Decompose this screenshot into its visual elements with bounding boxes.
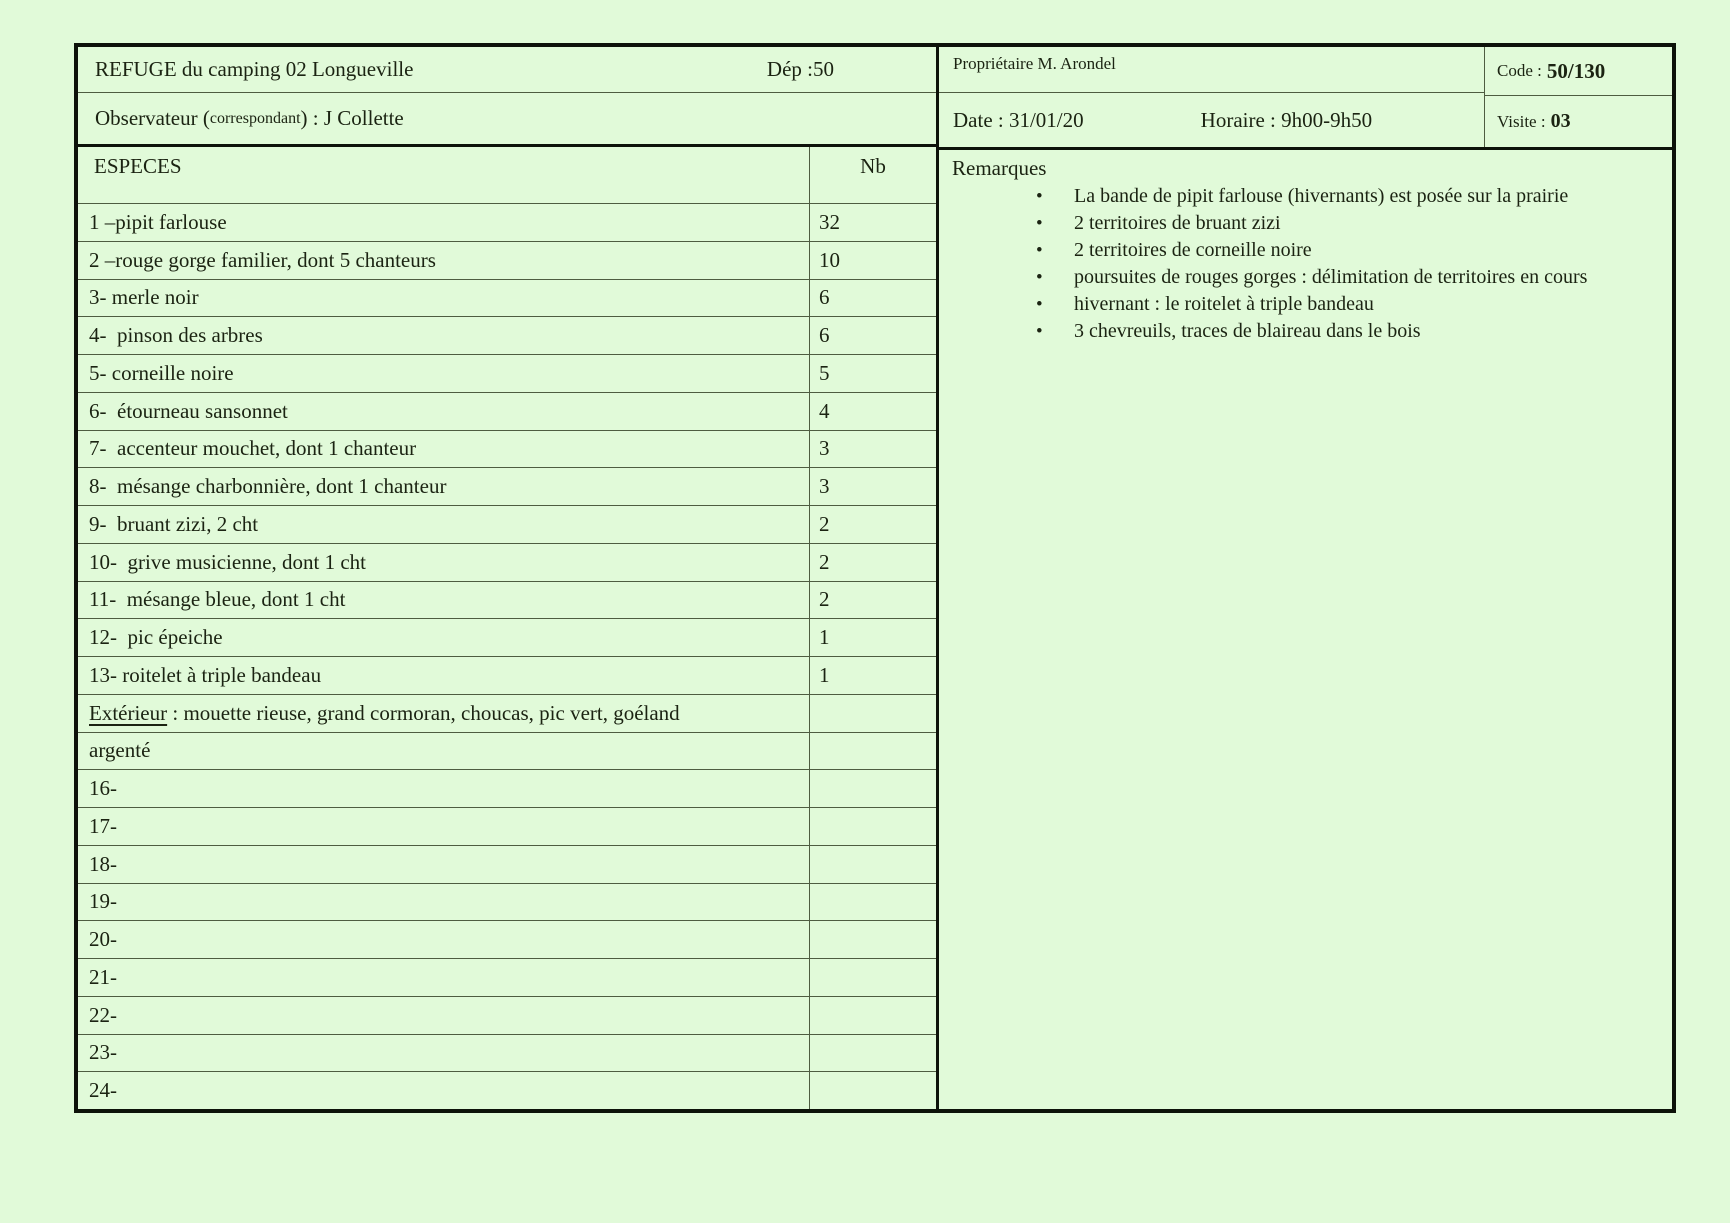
- observer-name: ) : J Collette: [300, 106, 404, 130]
- remark-text: 2 territoires de corneille noire: [1074, 239, 1312, 261]
- date-row: [939, 93, 1484, 147]
- species-row: [78, 468, 936, 506]
- species-row: [78, 997, 936, 1035]
- species-count: 6: [819, 323, 830, 348]
- bullet-icon: •: [1036, 186, 1043, 207]
- species-label-underlined: Extérieur: [89, 700, 168, 725]
- species-label-cell: [78, 506, 810, 543]
- species-label: 2 –rouge gorge familier, dont 5 chanteurs: [89, 247, 436, 272]
- species-row: [78, 280, 936, 318]
- species-label-cell: [78, 657, 810, 694]
- species-row: [78, 431, 936, 469]
- remarks-section: [939, 150, 1672, 1109]
- species-count-cell: [810, 242, 936, 279]
- departement-label: Dép :50: [766, 57, 834, 81]
- code-box: [1484, 47, 1672, 147]
- species-row: [78, 921, 936, 959]
- species-label: 10- grive musicienne, dont 1 cht: [89, 549, 367, 574]
- species-count-cell: [810, 695, 936, 732]
- species-count-cell: [810, 619, 936, 656]
- species-count-cell: [810, 1072, 936, 1109]
- bullet-icon: •: [1036, 213, 1043, 234]
- species-row: [78, 770, 936, 808]
- species-count: 2: [819, 511, 830, 536]
- species-label-cell: [78, 204, 810, 241]
- species-row: [78, 619, 936, 657]
- species-count-cell: [810, 468, 936, 505]
- species-row: [78, 544, 936, 582]
- species-count-cell: [810, 846, 936, 883]
- species-label: 5- corneille noire: [89, 360, 234, 385]
- species-row: [78, 846, 936, 884]
- remark-item: [952, 210, 1662, 237]
- species-label-cell: [78, 582, 810, 619]
- species-label: 22-: [89, 1002, 117, 1027]
- species-count-cell: [810, 770, 936, 807]
- species-label: 13- roitelet à triple bandeau: [89, 662, 322, 687]
- remark-text: hivernant : le roitelet à triple bandeau: [1074, 293, 1374, 315]
- code-value: 50/130: [1546, 58, 1606, 83]
- remark-item: [952, 237, 1662, 264]
- species-row: [78, 1072, 936, 1109]
- remark-item: [952, 318, 1662, 345]
- owner-date-block: [939, 47, 1484, 147]
- remark-text: 2 territoires de bruant zizi: [1074, 212, 1281, 234]
- observer-prefix: Observateur (: [95, 106, 210, 130]
- visite-row: [1485, 96, 1672, 147]
- species-row: [78, 204, 936, 242]
- bullet-icon: •: [1036, 240, 1043, 261]
- species-row: [78, 808, 936, 846]
- species-label: 8- mésange charbonnière, dont 1 chanteur: [89, 474, 447, 499]
- remark-item: [952, 264, 1662, 291]
- species-label: argenté: [89, 738, 151, 763]
- species-label-cell: [78, 770, 810, 807]
- species-count: 3: [819, 436, 830, 461]
- species-label-cell: [78, 884, 810, 921]
- right-header: [939, 47, 1672, 150]
- species-count-cell: [810, 733, 936, 770]
- species-label: : mouette rieuse, grand cormoran, choucas, pic vert, goéland: [167, 700, 680, 725]
- remark-text: La bande de pipit farlouse (hivernants) est posée sur la prairie: [1074, 185, 1569, 207]
- species-label: 21-: [89, 964, 117, 989]
- species-label-cell: [78, 544, 810, 581]
- species-count: 10: [819, 247, 840, 272]
- species-count-cell: [810, 393, 936, 430]
- species-count-cell: [810, 808, 936, 845]
- species-label: 24-: [89, 1078, 117, 1103]
- species-table: [78, 147, 936, 1109]
- species-label: 7- accenteur mouchet, dont 1 chanteur: [89, 436, 417, 461]
- species-row: [78, 695, 936, 733]
- species-label: 19-: [89, 889, 117, 914]
- code-label: Code :: [1497, 61, 1542, 80]
- species-count: 5: [819, 360, 830, 385]
- remark-item: [952, 183, 1662, 210]
- proprietaire-label: Propriétaire M. Arondel: [939, 47, 1484, 93]
- species-label: 12- pic épeiche: [89, 625, 223, 650]
- species-label-cell: [78, 317, 810, 354]
- species-row: [78, 355, 936, 393]
- remarks-title: Remarques: [952, 156, 1047, 180]
- species-label: 3- merle noir: [89, 285, 199, 310]
- species-label-cell: [78, 921, 810, 958]
- species-count: 4: [819, 398, 830, 423]
- species-count-cell: [810, 997, 936, 1034]
- species-label-cell: [78, 959, 810, 996]
- column-header-especes: ESPECES: [78, 147, 810, 203]
- visite-value: 03: [1550, 110, 1571, 132]
- species-label-cell: [78, 393, 810, 430]
- bullet-icon: •: [1036, 294, 1043, 315]
- species-count-cell: [810, 921, 936, 958]
- species-row: [78, 1035, 936, 1073]
- species-label: 18-: [89, 851, 117, 876]
- visite-label: Visite :: [1497, 111, 1546, 131]
- refuge-header-row: [78, 47, 936, 93]
- species-label: 1 –pipit farlouse: [89, 209, 227, 234]
- species-count-cell: [810, 317, 936, 354]
- species-label-cell: [78, 1035, 810, 1072]
- observation-form: [74, 43, 1676, 1113]
- species-count: 2: [819, 587, 830, 612]
- species-count-cell: [810, 431, 936, 468]
- species-rows: [78, 204, 936, 1109]
- species-row: [78, 506, 936, 544]
- horaire-label: Horaire : 9h00-9h50: [1200, 107, 1373, 132]
- species-count: 1: [819, 625, 830, 650]
- species-label-cell: [78, 808, 810, 845]
- species-label-cell: [78, 997, 810, 1034]
- species-row: [78, 657, 936, 695]
- bullet-icon: •: [1036, 321, 1043, 342]
- species-count-cell: [810, 959, 936, 996]
- species-label: 16-: [89, 776, 117, 801]
- species-label: 6- étourneau sansonnet: [89, 398, 288, 423]
- species-count-cell: [810, 582, 936, 619]
- bullet-icon: •: [1036, 267, 1043, 288]
- species-row: [78, 884, 936, 922]
- species-label-cell: [78, 1072, 810, 1109]
- species-row: [78, 733, 936, 771]
- species-count-cell: [810, 280, 936, 317]
- species-label: 4- pinson des arbres: [89, 323, 263, 348]
- remark-text: 3 chevreuils, traces de blaireau dans le bois: [1074, 320, 1421, 342]
- species-count: 3: [819, 474, 830, 499]
- remarks-list: [952, 183, 1662, 345]
- species-table-header: [78, 147, 936, 204]
- code-row: [1485, 47, 1672, 96]
- species-count-cell: [810, 544, 936, 581]
- observer-row: [78, 93, 936, 147]
- species-label-cell: [78, 846, 810, 883]
- species-row: [78, 317, 936, 355]
- species-count: 1: [819, 662, 830, 687]
- species-count-cell: [810, 657, 936, 694]
- species-label-cell: [78, 695, 810, 732]
- species-label: 23-: [89, 1040, 117, 1065]
- species-label-cell: [78, 242, 810, 279]
- species-label: 11- mésange bleue, dont 1 cht: [89, 587, 346, 612]
- species-label-cell: [78, 619, 810, 656]
- species-label-cell: [78, 733, 810, 770]
- remark-text: poursuites de rouges gorges : délimitation de territoires en cours: [1074, 266, 1588, 288]
- date-label: Date : 31/01/20: [953, 107, 1084, 132]
- species-count-cell: [810, 506, 936, 543]
- left-section: [78, 47, 939, 1109]
- species-label: 9- bruant zizi, 2 cht: [89, 511, 259, 536]
- species-count-cell: [810, 355, 936, 392]
- species-row: [78, 959, 936, 997]
- right-section: [939, 47, 1672, 1109]
- species-count: 6: [819, 285, 830, 310]
- species-count-cell: [810, 204, 936, 241]
- species-row: [78, 242, 936, 280]
- species-label: 20-: [89, 927, 117, 952]
- species-count-cell: [810, 1035, 936, 1072]
- refuge-title: REFUGE du camping 02 Longueville: [95, 57, 414, 81]
- species-label-cell: [78, 280, 810, 317]
- observer-correspondant: correspondant: [209, 109, 301, 127]
- species-count: 32: [819, 209, 840, 234]
- species-label-cell: [78, 355, 810, 392]
- column-header-nb: Nb: [860, 154, 886, 178]
- species-count-cell: [810, 884, 936, 921]
- species-row: [78, 393, 936, 431]
- species-label: 17-: [89, 813, 117, 838]
- species-row: [78, 582, 936, 620]
- species-label-cell: [78, 431, 810, 468]
- species-label-cell: [78, 468, 810, 505]
- species-count: 2: [819, 549, 830, 574]
- remark-item: [952, 291, 1662, 318]
